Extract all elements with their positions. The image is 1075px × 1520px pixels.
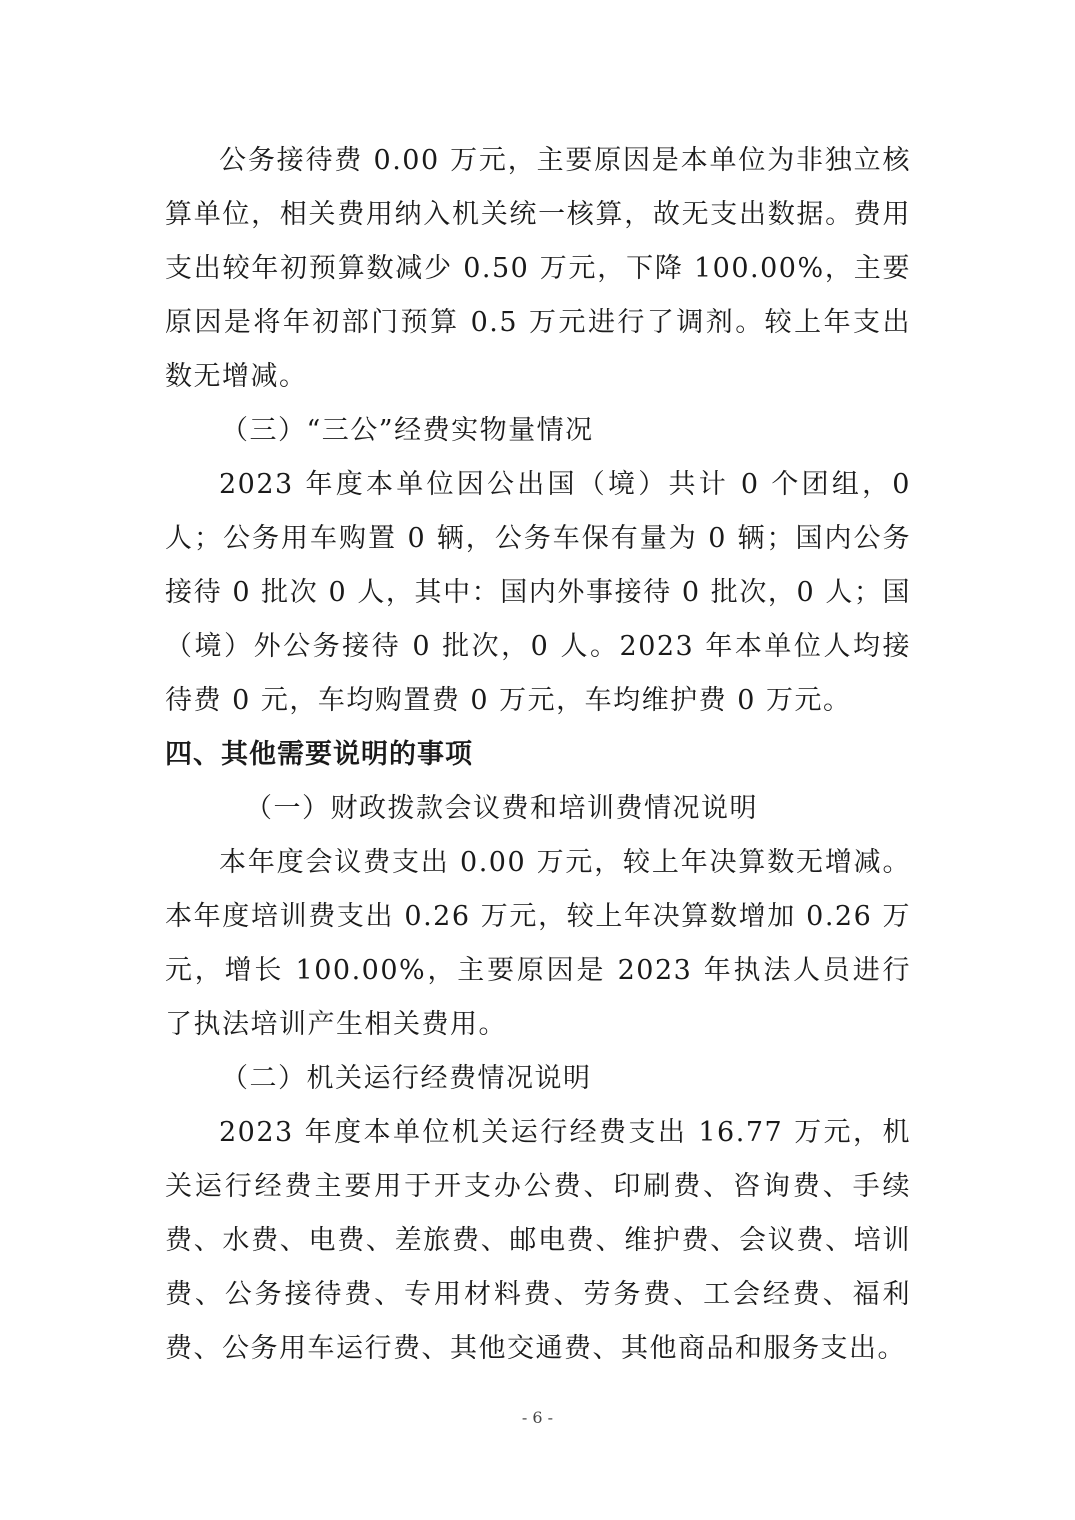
physical-quantity-paragraph: 2023 年度本单位因公出国（境）共计 0 个团组，0 人；公务用车购置 0 辆，公务车保有量为 0 辆；国内公务接待 0 批次 0 人，其中：国内外事接待 0 批次，0 人；国（境）外公务接待 0 批次，0 人。2023 年本单位人均接待费 0 元，车均购置费 0 万元，车均维护费 0 万元。 — [165, 469, 911, 716]
meeting-training-heading: （一）财政拨款会议费和培训费情况说明 — [245, 793, 758, 824]
meeting-training-paragraph: 本年度会议费支出 0.00 万元，较上年决算数无增减。本年度培训费支出 0.26 万元，较上年决算数增加 0.26 万元，增长 100.00%，主要原因是 2023 年执法人员进行了执法培训产生相关费用。 — [165, 847, 911, 1040]
page-number: - 6 - — [521, 1408, 554, 1427]
operation-expense-paragraph: 2023 年度本单位机关运行经费支出 16.77 万元，机关运行经费主要用于开支办公费、印刷费、咨询费、手续费、水费、电费、差旅费、邮电费、维护费、会议费、培训费、公务接待费、专用材料费、劳务费、工会经费、福利费、公务用车运行费、其他交通费、其他商品和服务支出。 — [165, 1117, 911, 1364]
operation-expense-heading: （二）机关运行经费情况说明 — [221, 1063, 592, 1094]
document-body — [165, 134, 911, 1376]
physical-quantity-heading: （三）“三公”经费实物量情况 — [221, 415, 594, 446]
section-four-heading: 四、其他需要说明的事项 — [165, 739, 473, 770]
reception-expense-paragraph: 公务接待费 0.00 万元，主要原因是本单位为非独立核算单位，相关费用纳入机关统一核算，故无支出数据。费用支出较年初预算数减少 0.50 万元，下降 100.00%，主要原因是将年初部门预算 0.5 万元进行了调剂。较上年支出数无增减。 — [165, 145, 911, 392]
